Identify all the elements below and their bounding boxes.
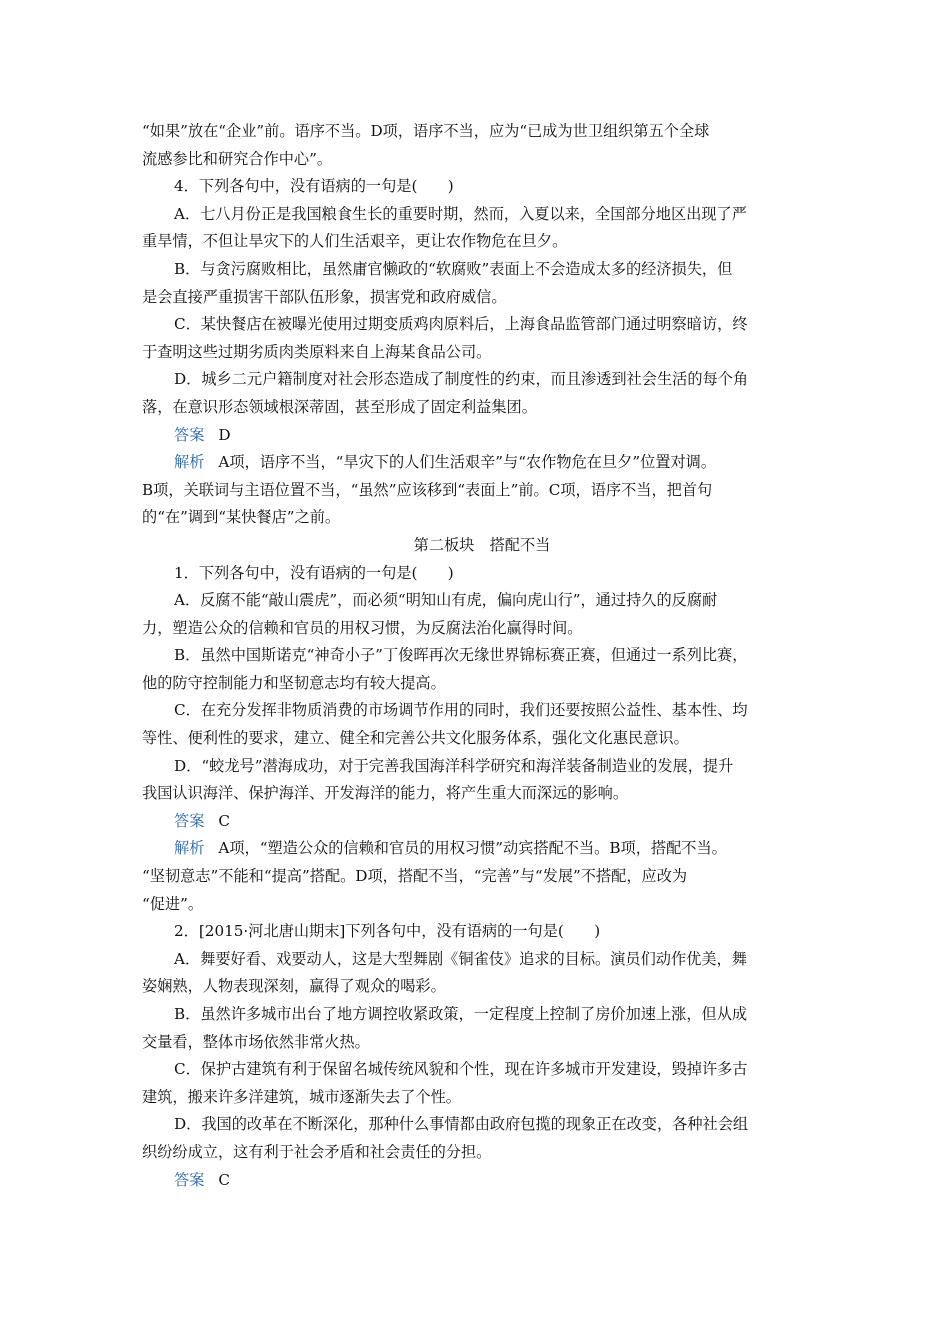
option-d-cont: 我国认识海洋、保护海洋、开发海洋的能力，将产生重大而深远的影响。 [142,784,628,803]
option-c: C．在充分发挥非物质消费的市场调节作用的同时，我们还要按照公益性、基本性、均 [174,701,748,720]
option-d-cont: 织纷纷成立，这有利于社会矛盾和社会责任的分担。 [142,1142,492,1161]
option-d-cont: 落，在意识形态领域根深蒂固，甚至形成了固定利益集团。 [142,397,537,416]
option-c: C．保护古建筑有利于保留名城传统风貌和个性，现在许多城市开发建设，毁掉许多古 [174,1060,748,1079]
option-b-cont: 他的防守控制能力和坚韧意志均有较大提高。 [142,673,446,692]
answer-label: 答案 [174,425,205,444]
option-d: D．“蛟龙号”潜海成功，对于完善我国海洋科学研究和海洋装备制造业的发展，提升 [174,756,734,775]
answer-line [142,808,822,836]
option-b: B．虽然许多城市出台了地方调控收紧政策，一定程度上控制了房价加速上涨，但从成 [174,1005,748,1023]
option-b: B．与贪污腐败相比，虽然庸官懒政的“软腐败”表面上不会造成太多的经济损失，但 [174,259,733,278]
analysis-cont: 的“在”调到“某快餐店”之前。 [142,508,341,527]
text-line-1: “如果”放在“企业”前。语序不当。D项，语序不当，应为“已成为世卫组织第五个全球 [142,122,710,140]
option-a-cont: 姿娴熟，人物表现深刻，赢得了观众的喝彩。 [142,977,446,996]
analysis-text: A项，语序不当，“旱灾下的人们生活艰辛”与“农作物危在旦夕”位置对调。 [218,453,717,472]
analysis-label: 解析 [174,453,205,472]
question-2: 2．[2015·河北唐山期末]下列各句中，没有语病的一句是( ) [174,922,601,941]
option-d: D．城乡二元户籍制度对社会形态造成了制度性的约束，而且渗透到社会生活的每个角 [174,370,749,389]
analysis-line [142,835,822,863]
answer-line [142,1167,822,1195]
analysis-text: A项，“塑造公众的信赖和官员的用权习惯”动宾搭配不当。B项，搭配不当。 [218,839,727,858]
section-heading: 第二板块 搭配不当 [413,535,551,554]
answer-line [142,422,822,450]
question-4: 4．下列各句中，没有语病的一句是( ) [174,177,454,196]
option-b-cont: 是会直接严重损害干部队伍形象，损害党和政府威信。 [142,287,507,306]
question-1: 1．下列各句中，没有语病的一句是( ) [174,563,454,582]
option-a-cont: 力，塑造公众的信赖和官员的用权习惯，为反腐法治化赢得时间。 [142,618,583,637]
analysis-line [142,449,822,477]
option-d: D．我国的改革在不断深化，那种什么事情都由政府包揽的现象正在改变，各种社会组 [174,1115,749,1134]
answer-label: 答案 [174,811,205,830]
analysis-cont: B项，关联词与主语位置不当，“虽然”应该移到“表面上”前。C项，语序不当，把首句 [142,480,713,499]
analysis-label: 解析 [174,839,205,858]
option-a: A．七八月份正是我国粮食生长的重要时期，然而，入夏以来，全国部分地区出现了严 [174,204,747,223]
option-c: C．某快餐店在被曝光使用过期变质鸡肉原料后，上海食品监管部门通过明察暗访，终 [174,315,748,334]
option-b-cont: 交量看，整体市场依然非常火热。 [142,1032,370,1051]
option-a: A．舞要好看、戏要动人，这是大型舞剧《铜雀伎》追求的目标。演员们动作优美，舞 [174,949,747,968]
text-line-2: 流感参比和研究合作中心”。 [142,149,333,168]
answer-label: 答案 [174,1170,205,1189]
answer-value: C [218,811,230,830]
analysis-cont: “促进”。 [142,894,204,913]
document-page [142,118,822,1194]
option-a-cont: 重旱情，不但让旱灾下的人们生活艰辛，更让农作物危在旦夕。 [142,232,568,251]
answer-value: C [218,1170,230,1189]
option-a: A．反腐不能“敲山震虎”，而必须“明知山有虎，偏向虎山行”，通过持久的反腐耐 [174,591,718,610]
option-b: B．虽然中国斯诺克“神奇小子”丁俊晖再次无缘世界锦标赛正赛，但通过一系列比赛， [174,646,748,665]
option-c-cont: 等性、便利性的要求，建立、健全和完善公共文化服务体系，强化文化惠民意识。 [142,729,689,748]
option-c-cont: 建筑，搬来许多洋建筑，城市逐渐失去了个性。 [142,1087,461,1106]
answer-value: D [218,425,231,444]
option-c-cont: 于查明这些过期劣质肉类原料来自上海某食品公司。 [142,342,492,361]
analysis-cont: “坚韧意志”不能和“提高”搭配。D项，搭配不当，“完善”与“发展”不搭配，应改为 [142,867,688,886]
